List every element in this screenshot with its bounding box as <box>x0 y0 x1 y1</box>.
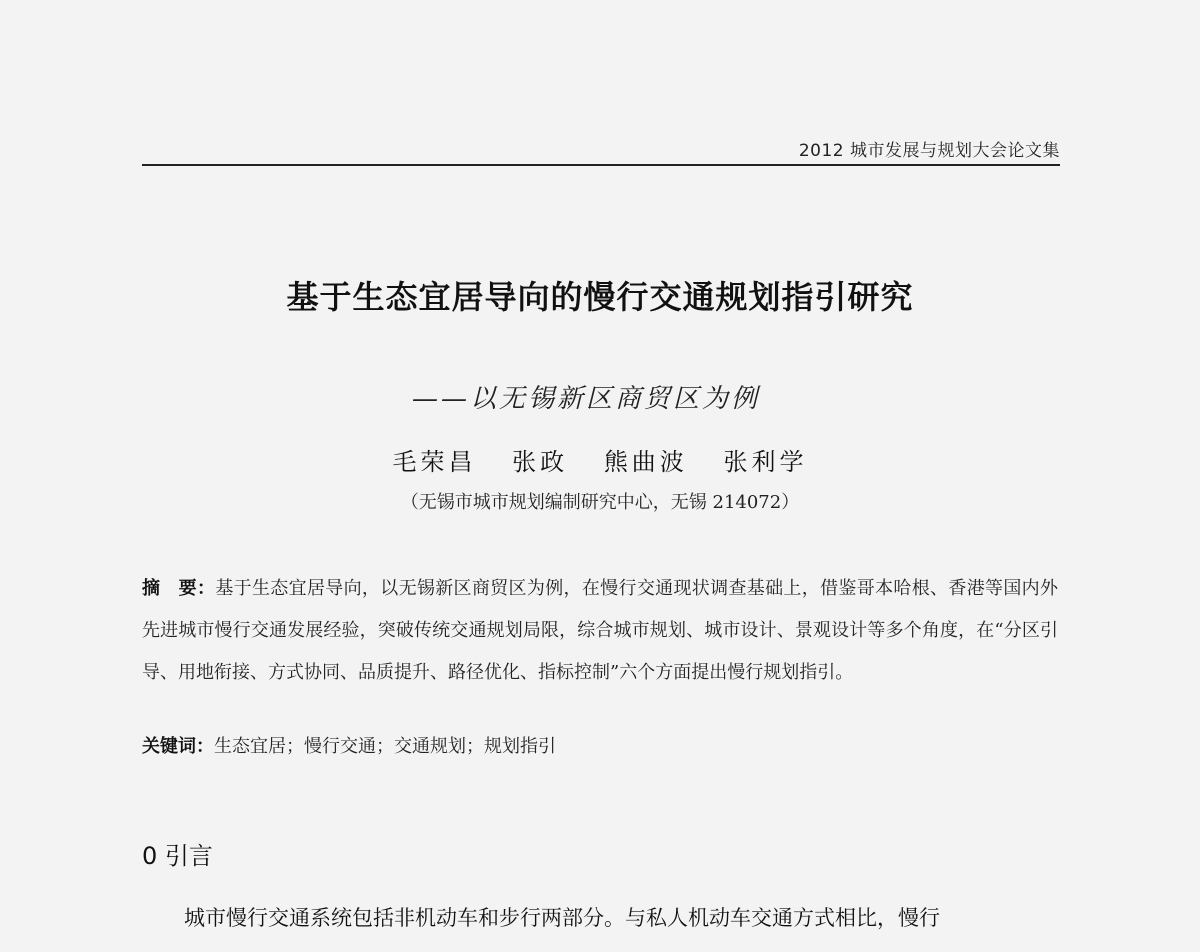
paper-subtitle: ——以无锡新区商贸区为例 <box>412 384 761 414</box>
paper-title: 基于生态宜居导向的慢行交通规划指引研究 <box>286 278 914 316</box>
author-name: 毛荣昌 <box>392 448 477 476</box>
author-name: 张政 <box>512 448 569 476</box>
author-list <box>0 442 1200 477</box>
keywords-label: 关键词： <box>142 736 214 757</box>
affiliation: （无锡市城市规划编制研究中心，无锡 214072） <box>400 492 800 513</box>
section-heading: 0 引言 <box>142 842 213 870</box>
keywords-block <box>142 732 1058 758</box>
author-name: 张利学 <box>723 448 808 476</box>
abstract-label: 摘 要： <box>142 578 216 599</box>
header-rule <box>142 164 1060 166</box>
running-header: 2012 城市发展与规划大会论文集 <box>798 141 1060 161</box>
body-paragraph: 城市慢行交通系统包括非机动车和步行两部分。与私人机动车交通方式相比，慢行 <box>184 906 940 930</box>
author-name: 熊曲波 <box>603 448 688 476</box>
keywords-text: 生态宜居；慢行交通；交通规划；规划指引 <box>214 736 556 757</box>
abstract-text: 基于生态宜居导向，以无锡新区商贸区为例，在慢行交通现状调查基础上，借鉴哥本哈根、香港等国内外先进城市慢行交通发展经验，突破传统交通规划局限，综合城市规划、城市设计、景观设计等多个角度，在“分区引导、用地衔接、方式协同、品质提升、路径优化、指标控制”六个方面提出慢行规划指引。 <box>142 578 1059 683</box>
abstract-block <box>142 568 1058 694</box>
